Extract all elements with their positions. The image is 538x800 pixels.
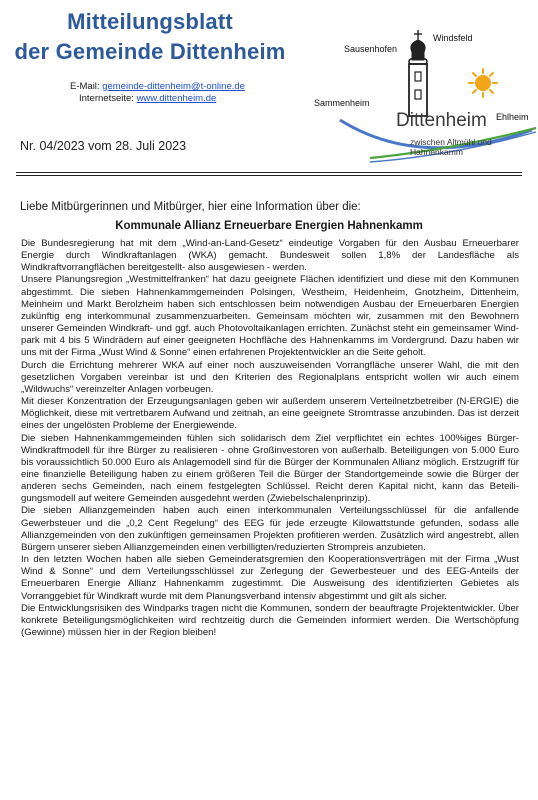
email-link[interactable]: gemeinde-dittenheim@t-online.de (102, 81, 245, 92)
logo-tagline: zwischen Altmühl und Hahnenkamm (410, 137, 492, 157)
article-paragraph: Die sieben Hahnenkammgemeinden fühlen sich solidarisch dem Ziel verpflichtet ein echtes 100%iges Bürger-Windkraftmodell für ihre Bürger zu realisieren - ohne Großinvestoren von außerhalb. Beteiligungen von 5.000 Euro bis voraussichtlich 50.000 Euro als Anlagemodell sind für die Bürger der Kommunalen Allianz möglich. Erstzugriff für eine finanzielle Beteiligung haben zu einem größeren Teil die Bürger der Standortgemeinde sowie die Bürger der anderen sechs Gemeinden, nach einem festgelegten Schlüssel. Reicht deren Kapital nicht, kann das Beteiligungsmodell auf weitere Gemeinden ausgedehnt werden (Zwiebelschalenprinzip). (21, 432, 519, 505)
header-divider (16, 172, 522, 173)
issue-number: Nr. 04/2023 vom 28. Juli 2023 (20, 139, 187, 153)
municipality-logo (300, 0, 538, 170)
contact-block (70, 81, 245, 105)
website-link[interactable]: www.dittenheim.de (136, 93, 217, 104)
town-windsfeld: Windsfeld (433, 33, 473, 43)
article-headline: Kommunale Allianz Erneuerbare Energien Hahnenkamm (115, 220, 423, 232)
email-label: E-Mail: (70, 81, 103, 92)
logo-wordmark: Dittenheim (396, 110, 487, 131)
town-sammenheim: Sammenheim (314, 98, 370, 108)
article-paragraph: Die Bundesregierung hat mit dem „Wind-an-Land-Gesetz“ eindeutige Vorgaben für den Ausbau Erneuerbarer Energie durch Windkraftanlagen (WKA) gemacht. Bundesweit sollen 1,8% der Landesfläche als Windkraftvorrangflächen bereitgestellt- also ausgewiesen - werden. (21, 238, 519, 274)
church-tower-icon (409, 30, 427, 116)
article-paragraph: Unsere Planungsregion „Westmittelfranken“ hat dazu geeignete Flächen identifiziert und diese mit den Kommunen abgestimmt. Die sieben Hahnenkammgemeinden Polsingen, Westheim, Heidenheim, Gnotzheim, Dittenheim, Meinheim und Markt Berolzheim haben sich entschlossen beim notwendigen Ausbau der Erneuerbaren Energien zukünftig eng interkommunal zusammenzuarbeiten. Gemeinsam möchten wir, zusammen mit den Bewohnern unserer Gemeinden Windkraft- und ggf. auch Photovoltaikanlagen errichten. Zunächst steht ein gemeinsamer Windpark mit 4 bis 5 Windrädern auf einer geeigneten Hochfläche des Hahnenkamms im Vordergrund. Dazu haben wir uns mit der Firma „Wust Wind & Sonne“ einen erfahrenen Projektentwickler an die Seite geholt. (21, 274, 519, 359)
article-body (21, 238, 519, 639)
article-intro: Liebe Mitbürgerinnen und Mitbürger, hier eine Information über die: (20, 201, 361, 213)
email-line (70, 81, 245, 93)
web-line (70, 93, 245, 105)
town-ehlheim: Ehlheim (496, 112, 529, 122)
header-divider-secondary (16, 175, 522, 176)
masthead-subtitle: der Gemeinde Dittenheim (14, 39, 286, 64)
article-paragraph: In den letzten Wochen haben alle sieben Gemeinderatsgremien den Kooperationsverträgen mit der Firma „Wust Wind & Sonne“ und dem Verteilungsschlüssel zur Zerlegung der Gewerbesteuer und des EEG-Anteils der Erneuerbaren Energie Allianz Hahnenkamm zugestimmt. Die Ausweisung des identifizierten Gebietes als Vorranggebiet für Windkraft wurde mit dem Planungsverband intensiv abgestimmt und gilt als sicher. (21, 554, 519, 602)
article-paragraph: Durch die Errichtung mehrerer WKA auf einer noch auszuweisenden Vorrangfläche unserer Wahl, die mit den gesetzlichen Vorgaben vereinbar ist und den Kriterien des Regionalplans entspricht wollen wir auch einem „Wildwuchs“ vereinzelter Anlagen vorbeugen. (21, 359, 519, 395)
article-paragraph: Mit dieser Konzentration der Erzeugungsanlagen geben wir außerdem unserem Verteilnetzbetreiber (N-ERGIE) die Möglichkeit, diese mit vertretbarem Aufwand und zeitnah, an eine geeignete Stromtrasse anzubinden. Das ist derzeit eines der ungelösten Probleme der Energiewende. (21, 396, 519, 432)
masthead-title: Mitteilungsblatt (67, 9, 233, 34)
article-paragraph: Die Entwicklungsrisiken des Windparks tragen nicht die Kommunen, sondern der beauftragte Projektentwickler. Über konkrete Beteiligungsmöglichkeiten wird rechtzeitig durch die Gemeinden informiert werden. Die Wertschöpfung (Gewinne) müssen hier in der Region bleiben! (21, 602, 519, 638)
web-label: Internetseite: (79, 93, 137, 104)
article-paragraph: Die sieben Allianzgemeinden haben auch einen interkommunalen Verteilungsschlüssel für die anfallende Gewerbsteuer und die „0,2 Cent Regelung“ des EEG für jede erzeugte Kilowattstunde gefunden, sodass alle Allianzgemeinden von den zukünftigen gemeinsamen Projekten profitieren werden. Zusätzlich wird angestrebt, allen Bürgern unserer sieben Allianzgemeinden einen verbilligten/reduzierten Strompreis anzubieten. (21, 505, 519, 553)
sun-icon (469, 69, 497, 97)
town-sausenhofen: Sausenhofen (344, 44, 398, 54)
